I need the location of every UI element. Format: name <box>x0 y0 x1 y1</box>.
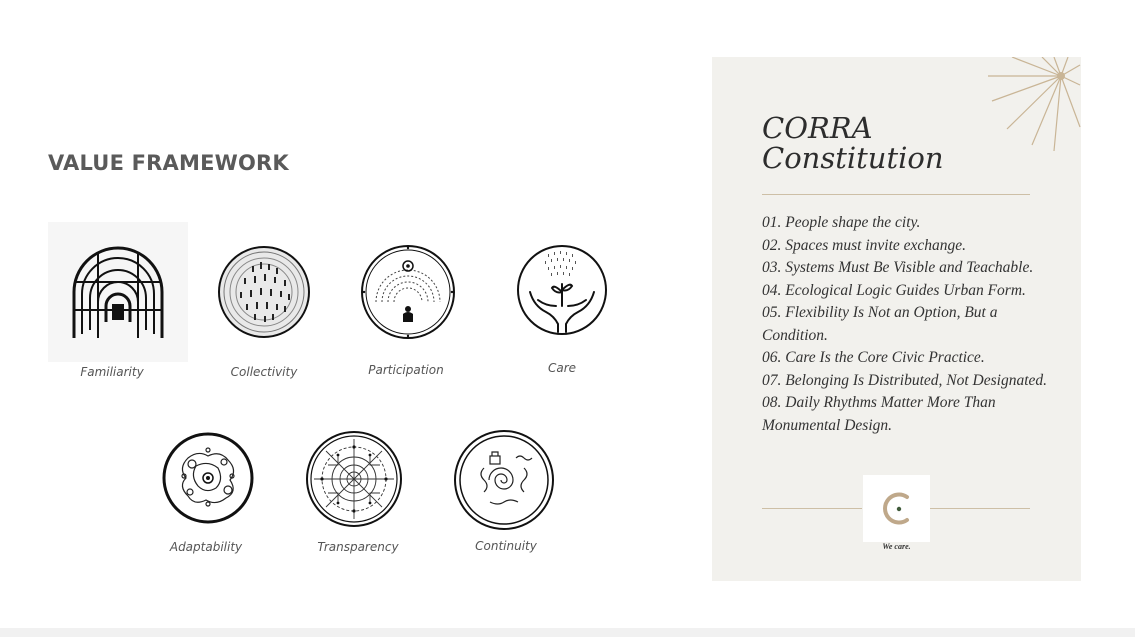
value-label: Collectivity <box>230 365 298 379</box>
title-divider <box>762 194 1030 195</box>
principle-item: 04. Ecological Logic Guides Urban Form. <box>762 281 1026 299</box>
value-label: Adaptability <box>169 540 243 554</box>
logo-divider-left <box>762 508 862 509</box>
arched-doorway-icon <box>48 222 188 362</box>
principles-list <box>762 212 1062 437</box>
person-radiating-arcs-icon <box>358 242 458 342</box>
principle-item: 03. Systems Must Be Visible and Teachable. <box>762 259 1034 276</box>
corra-logo <box>863 475 930 542</box>
title-line-2: Constitution <box>762 141 944 175</box>
organic-cells-icon <box>158 428 258 528</box>
page-title: VALUE FRAMEWORK <box>48 151 289 175</box>
constitution-panel <box>712 57 1081 581</box>
principle-item: 02. Spaces must invite exchange. <box>762 236 967 254</box>
principle-item: 06. Care Is the Core Civic Practice. <box>762 349 985 366</box>
value-label: Familiarity <box>80 365 144 379</box>
principle-item: 07. Belonging Is Distributed, Not Designated. <box>762 371 1048 389</box>
value-label: Participation <box>368 363 444 377</box>
value-label: Care <box>547 361 577 375</box>
constitution-title <box>762 113 944 173</box>
principle-item: 01. People shape the city. <box>762 214 921 231</box>
principle-item: 08. Daily Rhythms Matter More Than Monumental Design. <box>762 394 996 434</box>
tagline: We care. <box>882 542 911 551</box>
bottom-band <box>0 628 1135 637</box>
title-line-1: CORRA <box>762 111 873 145</box>
principle-item: 05. Flexibility Is Not an Option, But a Condition. <box>762 304 998 344</box>
spiral-pattern-icon <box>452 428 556 532</box>
network-web-icon <box>304 429 404 529</box>
logo-divider-right <box>930 508 1030 509</box>
value-label: Continuity <box>475 539 537 553</box>
value-label: Transparency <box>317 540 399 554</box>
crowd-circle-icon <box>214 242 314 342</box>
hands-holding-sprout-icon <box>512 240 612 340</box>
sunburst-icon <box>982 57 1081 157</box>
